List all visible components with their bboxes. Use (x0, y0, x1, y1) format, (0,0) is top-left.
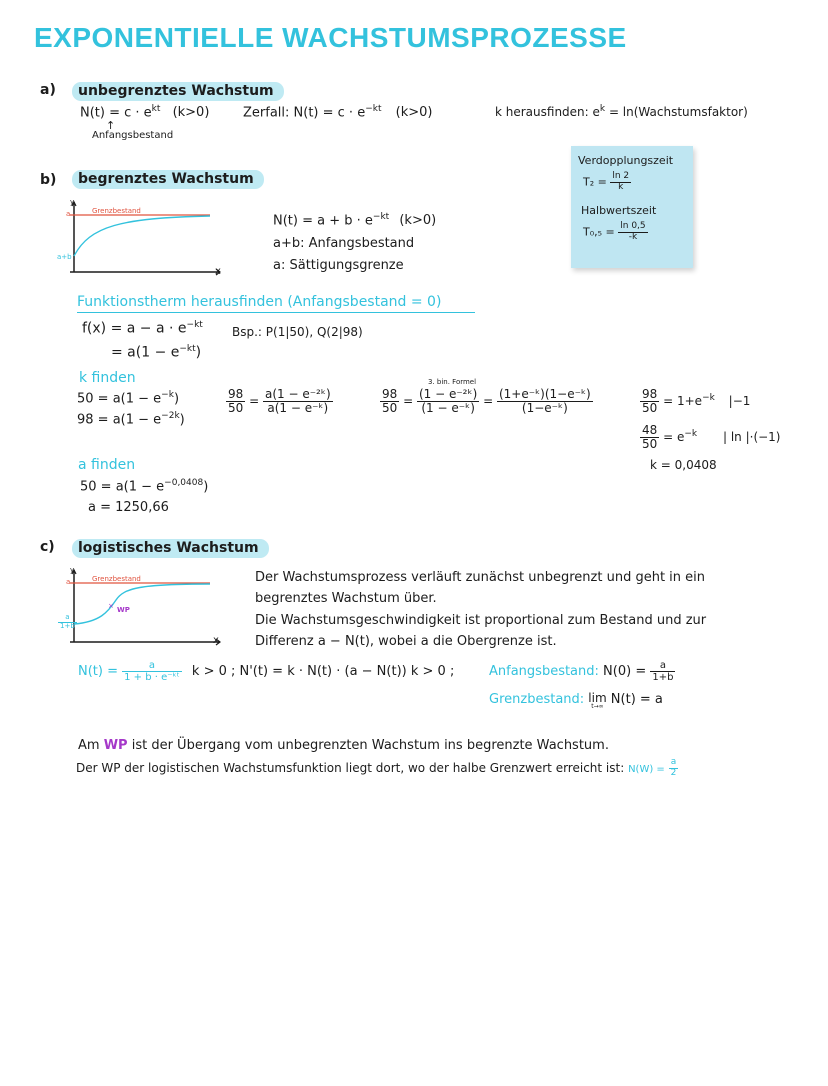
section-c-label: c) (40, 539, 55, 555)
section-a-label: a) (40, 82, 56, 98)
graph-y-label: y (70, 198, 75, 206)
a-definition: a: Sättigungsgrenze (273, 258, 404, 273)
k-result: k = 0,0408 (650, 458, 717, 472)
logistic-text-3: Die Wachstumsgeschwindigkeit ist proportional zum Bestand und zur (255, 613, 707, 628)
section-c-heading: logistisches Wachstum (72, 539, 269, 558)
section-b-label: b) (40, 172, 57, 188)
funktionsterm-heading: Funktionstherm herausfinden (Anfangsbestand = 0) (77, 294, 475, 313)
k-find-formula: k herausfinden: $e^k$ = ln(Wachstumsfaktor) (495, 104, 748, 119)
sticky-note (571, 146, 693, 268)
halbwertszeit-label: Halbwertszeit (581, 204, 657, 217)
k-finden-heading: k finden (79, 370, 136, 386)
a-equation: $50 = a(1 - e^{-0,0408})$ (80, 478, 209, 495)
graph-y-label: y (70, 566, 75, 574)
ratio-step-2: $\frac{98}{50}$ = $\frac{\text{(1 − e⁻²ᵏ)}}{\text{(1 − e⁻ᵏ)}}$ = $\frac{\text{(1+e⁻ᵏ)(1−e⁻ᵏ)}}{\text{(1−e⁻ᵏ)}}$ (382, 387, 591, 416)
wp-explanation-1: Am WP ist der Übergang vom unbegrenzten Wachstum ins begrenzte Wachstum. (78, 738, 609, 753)
page-title: EXPONENTIELLE WACHSTUMSPROZESSE (34, 22, 627, 53)
graph-grenz-label: Grenzbestand (92, 575, 141, 583)
graph-a-label: a (66, 578, 71, 586)
section-b-heading: begrenztes Wachstum (72, 170, 264, 189)
bounded-growth-curve (74, 216, 210, 256)
a-result: a = 1250,66 (88, 500, 169, 515)
verdopplungszeit-label: Verdopplungszeit (578, 154, 674, 167)
half-life-formula: T₀,₅ = $\frac{\ln 0,5}{-k}$ (583, 221, 646, 242)
graph-start-fraction: $\frac{a}{1+b}$ (60, 613, 75, 630)
graph-x-label: x (215, 266, 221, 277)
wp-explanation-2: Der WP der logistischen Wachstumsfunktion liegt dort, wo der halbe Grenzwert erreicht ist: N(W) = $\frac{a}{2}$ (76, 757, 677, 778)
logistic-formula: N(t) = $\frac{a}{\text{1 + b · e⁻ᵏᵗ}}$ k > 0 ; N'(t) = k · N(t) · (a − N(t)) k > 0 ; (78, 660, 455, 683)
k-equation-1: $50 = a(1 - e^{-k})$ (77, 390, 180, 407)
doubling-time-formula: T₂ = $\frac{\ln 2}{k}$ (583, 171, 630, 192)
result-step-2: $\frac{48}{50}$ = $e^{-k}$ | ln |·(−1) (642, 423, 781, 452)
anfangsbestand-formula: Anfangsbestand: N(0) = $\frac{a}{1+b}$ (489, 660, 674, 683)
result-step-1: $\frac{98}{50}$ = $1+e^{-k}$ |−1 (642, 387, 751, 416)
graph-ab-label: a+b (57, 253, 72, 261)
anfangsbestand-note: Anfangsbestand (92, 130, 174, 141)
graph-wp-label: WP (117, 606, 130, 614)
grenzbestand-formula: Grenzbestand: lim t→∞ N(t) = a (489, 691, 663, 710)
decay-formula: Zerfall: $N(t) = c \cdot e^{-kt}$ (k>0) (243, 104, 433, 121)
a-finden-heading: a finden (78, 457, 136, 473)
logistic-text-1: Der Wachstumsprozess verläuft zunächst unbegrenzt und geht in ein (255, 570, 706, 585)
ab-definition: a+b: Anfangsbestand (273, 236, 415, 251)
example-points: Bsp.: P(1|50), Q(2|98) (232, 325, 363, 339)
fx-line-2: = $a(1 - e^{-kt})$ (111, 344, 202, 361)
k-equation-2: $98 = a(1 - e^{-2k})$ (77, 411, 185, 428)
wp-marker: × (108, 602, 114, 610)
arrow-up-icon: ↑ (106, 119, 116, 132)
bounded-formula: $N(t) = a + b \cdot e^{-kt}$ (k>0) (273, 212, 437, 229)
logistic-text-2: begrenztes Wachstum über. (255, 591, 437, 606)
binomial-note: 3. bin. Formel (428, 378, 477, 386)
logistic-text-4: Differenz a − N(t), wobei a die Obergrenze ist. (255, 634, 557, 649)
ratio-step-1: $\frac{98}{50}$ = $\frac{\text{a(1 − e⁻²ᵏ)}}{\text{a(1 − e⁻ᵏ)}}$ (228, 387, 331, 416)
fx-line-1: $f(x) = a - a \cdot e^{-kt}$ (82, 320, 203, 337)
graph-grenz-label: Grenzbestand (92, 207, 141, 215)
graph-x-label: x (213, 635, 219, 646)
growth-formula: $N(t) = c \cdot e^{kt}$ (k>0) (80, 104, 210, 121)
graph-a-label: a (66, 210, 71, 218)
section-a-heading: unbegrenztes Wachstum (72, 82, 284, 101)
logistic-curve (74, 584, 210, 624)
